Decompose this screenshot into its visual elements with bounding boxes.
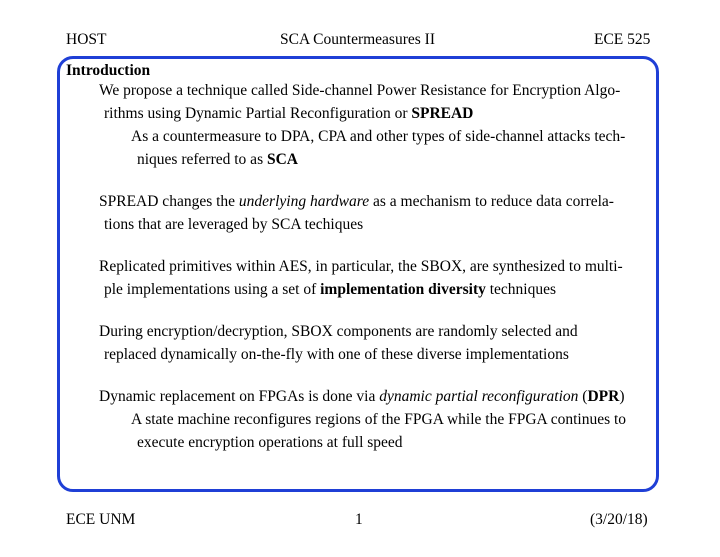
p1-line2: [104, 105, 473, 123]
p4-line2: replaced dynamically on-the-fly with one of these diverse implementations: [104, 346, 569, 363]
header-left: HOST: [66, 31, 107, 48]
p2-line1-italic: underlying hardware: [238, 193, 370, 210]
p2-line1: [99, 193, 614, 211]
p5-line1-italic: dynamic partial reconfiguration: [379, 388, 579, 405]
p5-line1-e: ): [619, 388, 625, 405]
p5-line1-c: (: [578, 388, 588, 405]
p3-line1: Replicated primitives within AES, in particular, the SBOX, are synthesized to multi-: [99, 258, 623, 275]
p4-line1: During encryption/decryption, SBOX components are randomly selected and: [99, 323, 578, 340]
header-center: SCA Countermeasures II: [280, 31, 435, 48]
footer-right: (3/20/18): [590, 511, 648, 528]
p1-sub-line2-bold: SCA: [266, 151, 298, 168]
p1-sub-line2: [137, 151, 298, 169]
p2-line1-a: SPREAD changes the: [99, 193, 239, 210]
p3-line2: [104, 281, 556, 299]
p3-line2-a: ple implementations using a set of: [104, 281, 321, 298]
footer-left: ECE UNM: [66, 511, 136, 528]
p2-line2: tions that are leveraged by SCA techiques: [104, 216, 364, 233]
p1-sub-line2-text: niques referred to as: [137, 151, 267, 168]
p1-line2-text: rithms using Dynamic Partial Reconfiguration or: [104, 105, 412, 122]
header-right: ECE 525: [594, 31, 651, 48]
p5-sub-line1: A state machine reconfigures regions of the FPGA while the FPGA continues to: [131, 411, 627, 428]
p5-line1: [99, 388, 625, 406]
p3-line2-c: techniques: [485, 281, 557, 298]
p3-line2-bold: implementation diversity: [320, 281, 486, 298]
p2-line1-c: as a mechanism to reduce data correla-: [369, 193, 614, 210]
p5-line1-bold: DPR: [587, 388, 620, 405]
p1-sub-line1: As a countermeasure to DPA, CPA and other types of side-channel attacks tech-: [131, 128, 626, 145]
slide-title: Introduction: [66, 62, 151, 79]
p1-line2-bold: SPREAD: [411, 105, 474, 122]
p5-line1-a: Dynamic replacement on FPGAs is done via: [99, 388, 380, 405]
p5-sub-line2: execute encryption operations at full speed: [137, 434, 403, 451]
p1-line1: We propose a technique called Side-channel Power Resistance for Encryption Algo-: [99, 82, 621, 99]
footer-page-number: 1: [355, 511, 363, 528]
